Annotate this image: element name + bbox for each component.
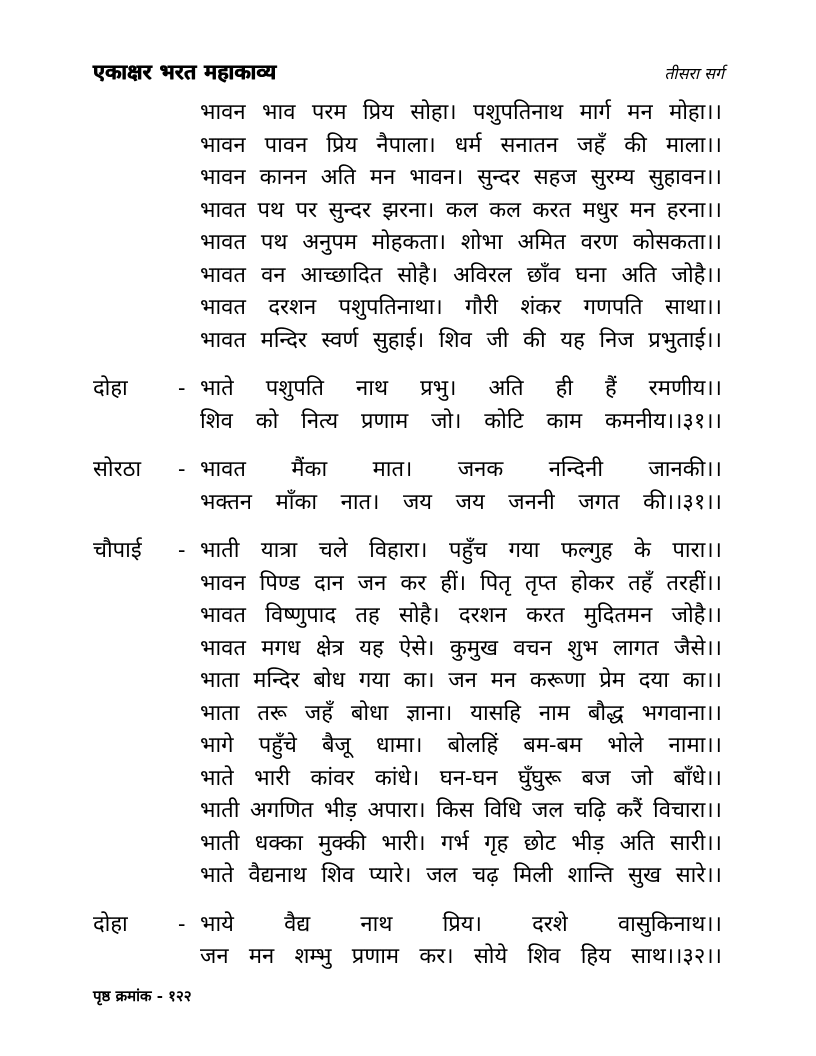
verse-line: भाते पशुपति नाथ प्रभु। अति ही हैं रमणीय।। xyxy=(200,376,722,401)
verse-lines xyxy=(200,97,722,357)
verse-section xyxy=(93,909,722,974)
section-dash xyxy=(178,97,200,357)
verse-line: भाती यात्रा चले विहारा। पहुँच गया फल्गुह के पारा।। xyxy=(200,538,722,563)
verse-lines xyxy=(200,454,722,519)
verse-line: भावन पावन प्रिय नैपाला। धर्म सनातन जहँ की माला।। xyxy=(200,132,722,158)
verse-line: भावत दरशन पशुपतिनाथा। गौरी शंकर गणपति साथा।। xyxy=(200,295,722,320)
verse-line: भावन पिण्ड दान जन कर हीं। पितृ तृप्त होकर तहँ तरहीं।। xyxy=(200,570,722,596)
section-label: चौपाई xyxy=(93,538,142,563)
verse-line: शिव को नित्य प्रणाम जो। कोटि काम कमनीय।।३१।। xyxy=(200,408,722,434)
section-dash: - xyxy=(178,457,186,482)
section-dash: - xyxy=(178,538,186,563)
verse-line: भावत विष्णुपाद तह सोहै। दरशन करत मुदितमन जोहै।। xyxy=(200,603,722,628)
verse-section xyxy=(93,97,722,357)
verse-line: भावत मगध क्षेत्र यह ऐसे। कुमुख वचन शुभ लागत जैसे।। xyxy=(200,635,722,661)
verse-line: भक्तन माँका नात। जय जय जननी जगत की।।३१।। xyxy=(200,489,722,515)
verse-lines xyxy=(200,373,722,438)
section-dash: - xyxy=(178,376,186,401)
verse-line: भावत मन्दिर स्वर्ण सुहाई। शिव जी की यह निज प्रभुताई।। xyxy=(200,327,722,353)
verse-line: भाता मन्दिर बोध गया का। जन मन करूणा प्रेम दया का।। xyxy=(200,668,722,693)
verse-line: भाते भारी कांवर कांधे। घन-घन घुँघुरू बज जो बाँधे।। xyxy=(200,765,722,791)
verse-line: भाती अगणित भीड़ अपारा। किस विधि जल चढ़ि करैं विचारा।। xyxy=(200,798,722,823)
section-label xyxy=(93,97,178,357)
book-title: एकाक्षर भरत महाकाव्य xyxy=(93,59,277,84)
verse-lines xyxy=(200,535,722,893)
section-dash: - xyxy=(178,911,186,937)
verse-line: भाते वैद्यनाथ शिव प्यारे। जल चढ़ मिली शान्ति सुख सारे।। xyxy=(200,863,722,888)
verse-line: जन मन शम्भु प्रणाम कर। सोये शिव हिय साथ।।३२।। xyxy=(200,944,722,969)
verse-line: भावत पथ अनुपम मोहकता। शोभा अमित वरण कोसकता।। xyxy=(200,230,722,255)
verse-line: भावत मैंका मात। जनक नन्दिनी जानकी।। xyxy=(200,457,722,482)
section-label: दोहा xyxy=(93,911,128,937)
verse-line: भागे पहुँचे बैजू धामा। बोलहिं बम-बम भोले नामा।। xyxy=(200,733,722,758)
verse-line: भावत पथ पर सुन्दर झरना। कल कल करत मधुर मन हरना।। xyxy=(200,197,722,223)
verse-line: भावत वन आच्छादित सोहै। अविरल छाँव घना अति जोहै।। xyxy=(200,262,722,288)
page-number: पृष्ठ क्रमांक - १२२ xyxy=(93,987,192,1005)
verse-line: भाती धक्का मुक्की भारी। गर्भ गृह छोट भीड़ अति सारी।। xyxy=(200,830,722,856)
verse-lines xyxy=(200,909,722,974)
section-label: दोहा xyxy=(93,376,128,401)
page-header xyxy=(93,58,724,86)
verse-section xyxy=(93,454,722,519)
verse-section xyxy=(93,373,722,438)
verse-line: भावन भाव परम प्रिय सोहा। पशुपतिनाथ मार्ग मन मोहा।। xyxy=(200,100,722,125)
section-label: सोरठा xyxy=(93,457,142,482)
verse-line: भाये वैद्य नाथ प्रिय। दरशे वासुकिनाथ।। xyxy=(200,911,722,937)
chapter-heading: तीसरा सर्ग xyxy=(664,64,724,83)
verse-line: भाता तरू जहँ बोधा ज्ञाना। यासहि नाम बौद्ध भगवाना।। xyxy=(200,700,722,726)
verse-sections xyxy=(93,97,722,974)
verse-section xyxy=(93,535,722,893)
verse-line: भावन कानन अति मन भावन। सुन्दर सहज सुरम्य सुहावन।। xyxy=(200,165,722,190)
